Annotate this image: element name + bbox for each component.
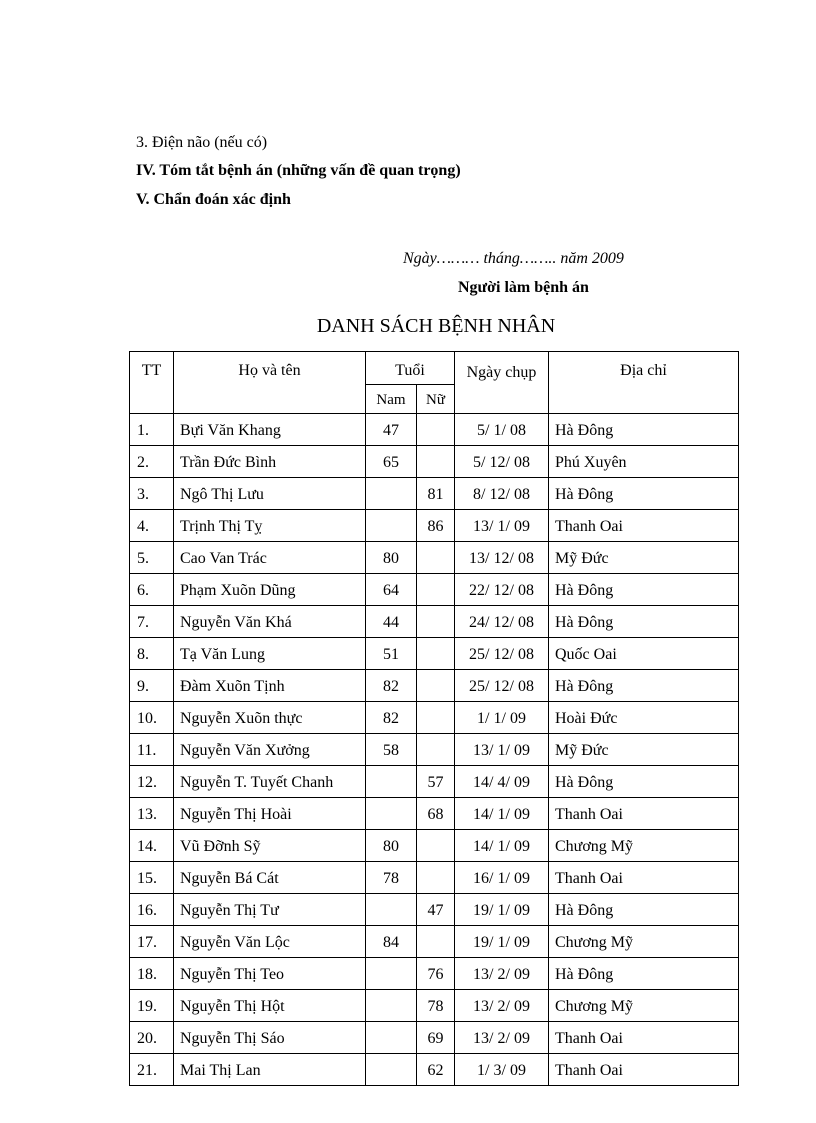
row-number: 13. [130,798,174,830]
age-female [417,542,455,574]
patient-address: Thanh Oai [549,1022,739,1054]
patient-address: Hà Đông [549,766,739,798]
scan-date: 13/ 1/ 09 [455,510,549,542]
patient-name: Nguyễn Thị Tư [174,894,366,926]
age-female [417,670,455,702]
age-female [417,574,455,606]
patient-name: Nguyễn T. Tuyết Chanh [174,766,366,798]
age-male: 47 [366,414,417,446]
row-number: 21. [130,1054,174,1086]
row-number: 10. [130,702,174,734]
table-row [130,766,739,798]
header-date: Ngày chụp [455,352,549,414]
row-number: 11. [130,734,174,766]
row-number: 15. [130,862,174,894]
patient-name: Nguyễn Xuõn thực [174,702,366,734]
table-row [130,702,739,734]
age-female: 86 [417,510,455,542]
signer-label: Người làm bệnh án [458,279,589,296]
scan-date: 25/ 12/ 08 [455,670,549,702]
scan-date: 13/ 2/ 09 [455,958,549,990]
patient-address: Thanh Oai [549,798,739,830]
age-male [366,990,417,1022]
table-row [130,734,739,766]
age-male [366,1022,417,1054]
age-male: 65 [366,446,417,478]
age-female [417,830,455,862]
row-number: 20. [130,1022,174,1054]
row-number: 3. [130,478,174,510]
row-number: 7. [130,606,174,638]
patient-address: Chương Mỹ [549,830,739,862]
row-number: 2. [130,446,174,478]
table-row [130,926,739,958]
patient-name: Mai Thị Lan [174,1054,366,1086]
row-number: 5. [130,542,174,574]
age-female [417,862,455,894]
patient-name: Trịnh Thị Tỵ [174,510,366,542]
patient-address: Hà Đông [549,958,739,990]
age-male [366,798,417,830]
row-number: 6. [130,574,174,606]
scan-date: 1/ 1/ 09 [455,702,549,734]
age-male: 80 [366,830,417,862]
age-female [417,926,455,958]
row-number: 16. [130,894,174,926]
scan-date: 13/ 12/ 08 [455,542,549,574]
age-male: 51 [366,638,417,670]
row-number: 8. [130,638,174,670]
age-female: 47 [417,894,455,926]
patient-name: Nguyễn Văn Khá [174,606,366,638]
header-male: Nam [366,385,417,414]
diagnosis-heading: V. Chẩn đoán xác định [136,191,291,208]
eeg-line: 3. Điện não (nếu có) [136,134,268,151]
patient-name: Bựi Văn Khang [174,414,366,446]
scan-date: 14/ 4/ 09 [455,766,549,798]
patient-address: Hà Đông [549,670,739,702]
row-number: 12. [130,766,174,798]
patient-address: Hà Đông [549,574,739,606]
table-row [130,1022,739,1054]
table-row [130,670,739,702]
patient-name: Nguyễn Thị Sáo [174,1022,366,1054]
header-address: Địa chỉ [549,352,739,414]
patient-address: Chương Mỹ [549,990,739,1022]
patient-address: Thanh Oai [549,862,739,894]
patient-name: Cao Van Trác [174,542,366,574]
age-male [366,894,417,926]
table-row [130,446,739,478]
patient-address: Mỹ Đức [549,734,739,766]
table-row [130,478,739,510]
patient-name: Tạ Văn Lung [174,638,366,670]
age-female: 76 [417,958,455,990]
patient-table [129,351,739,1086]
scan-date: 22/ 12/ 08 [455,574,549,606]
patient-address: Hà Đông [549,414,739,446]
age-male [366,958,417,990]
header-tt: TT [130,352,174,414]
age-female [417,606,455,638]
age-male [366,478,417,510]
table-row [130,894,739,926]
table-row [130,510,739,542]
scan-date: 14/ 1/ 09 [455,830,549,862]
patient-name: Đàm Xuõn Tịnh [174,670,366,702]
date-line: Ngày……… tháng…….. năm 2009 [403,250,624,267]
table-row [130,990,739,1022]
summary-heading: IV. Tóm tắt bệnh án (những vấn đề quan trọng) [136,162,461,179]
table-row [130,574,739,606]
table-row [130,414,739,446]
age-female: 81 [417,478,455,510]
row-number: 4. [130,510,174,542]
row-number: 19. [130,990,174,1022]
age-male: 78 [366,862,417,894]
patient-name: Nguyễn Thị Hột [174,990,366,1022]
table-row [130,830,739,862]
age-female: 57 [417,766,455,798]
patient-address: Hà Đông [549,478,739,510]
age-female: 78 [417,990,455,1022]
patient-name: Nguyễn Thị Hoài [174,798,366,830]
row-number: 14. [130,830,174,862]
patient-address: Quốc Oai [549,638,739,670]
age-male: 44 [366,606,417,638]
scan-date: 1/ 3/ 09 [455,1054,549,1086]
patient-address: Hoài Đức [549,702,739,734]
table-row [130,1054,739,1086]
header-name: Họ và tên [174,352,366,414]
scan-date: 13/ 2/ 09 [455,990,549,1022]
age-female [417,702,455,734]
patient-name: Nguyễn Bá Cát [174,862,366,894]
scan-date: 13/ 2/ 09 [455,1022,549,1054]
row-number: 18. [130,958,174,990]
age-female [417,414,455,446]
list-title: DANH SÁCH BỆNH NHÂN [316,315,556,337]
table-row [130,542,739,574]
age-male: 84 [366,926,417,958]
table-row [130,958,739,990]
patient-name: Nguyễn Văn Xưởng [174,734,366,766]
age-male: 64 [366,574,417,606]
scan-date: 14/ 1/ 09 [455,798,549,830]
age-male [366,1054,417,1086]
patient-address: Mỹ Đức [549,542,739,574]
age-male [366,510,417,542]
table-row [130,862,739,894]
patient-name: Phạm Xuõn Dũng [174,574,366,606]
patient-address: Hà Đông [549,894,739,926]
row-number: 17. [130,926,174,958]
scan-date: 25/ 12/ 08 [455,638,549,670]
patient-name: Nguyễn Thị Teo [174,958,366,990]
patient-name: Ngô Thị Lưu [174,478,366,510]
patient-address: Phú Xuyên [549,446,739,478]
age-male: 58 [366,734,417,766]
age-male [366,766,417,798]
header-age: Tuổi [366,352,455,385]
age-female [417,638,455,670]
table-row [130,606,739,638]
age-male: 80 [366,542,417,574]
scan-date: 16/ 1/ 09 [455,862,549,894]
age-female [417,446,455,478]
row-number: 9. [130,670,174,702]
scan-date: 19/ 1/ 09 [455,926,549,958]
patient-address: Hà Đông [549,606,739,638]
scan-date: 5/ 12/ 08 [455,446,549,478]
patient-name: Nguyễn Văn Lộc [174,926,366,958]
patient-address: Thanh Oai [549,1054,739,1086]
scan-date: 24/ 12/ 08 [455,606,549,638]
age-female [417,734,455,766]
age-female: 62 [417,1054,455,1086]
age-male: 82 [366,670,417,702]
patient-name: Vũ Đỡnh Sỹ [174,830,366,862]
scan-date: 13/ 1/ 09 [455,734,549,766]
scan-date: 8/ 12/ 08 [455,478,549,510]
patient-name: Trần Đức Bình [174,446,366,478]
table-row [130,798,739,830]
scan-date: 19/ 1/ 09 [455,894,549,926]
row-number: 1. [130,414,174,446]
scan-date: 5/ 1/ 08 [455,414,549,446]
table-row [130,638,739,670]
age-male: 82 [366,702,417,734]
age-female: 68 [417,798,455,830]
patient-address: Thanh Oai [549,510,739,542]
header-female: Nữ [417,385,455,414]
patient-address: Chương Mỹ [549,926,739,958]
age-female: 69 [417,1022,455,1054]
